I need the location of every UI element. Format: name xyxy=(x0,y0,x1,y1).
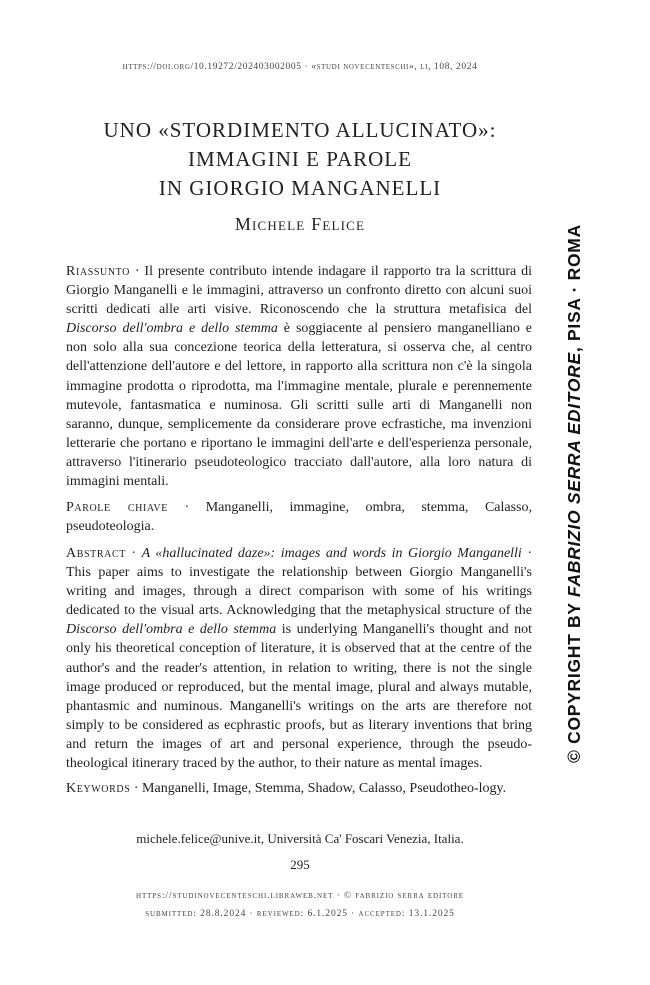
side-copyright-notice xyxy=(562,224,586,763)
footer-dates-line: submitted: 28.8.2024 · reviewed: 6.1.2025 · accepted: 13.1.2025 xyxy=(145,909,455,919)
riassunto-text-2: è soggiacente al pensiero manganelliano e non solo alla sua concezione teorica della letteratura, si osserva che, al centro dell'attenzione dell'autore e del lettore, in rapporto alla scrittura non c'è la singola immagine prodotta o riprodotta, ma l'immagine mentale, plurale e perennemente mutevole, fantasmatica e numinosa. Gli scritti sulle arti di Manganelli non saranno, dunque, semplicemente da considerare prove ecfrastiche, ma invenzioni letterarie che portano e riportano le immagini dell'arte e dell'esperienza personale, attraverso l'itinerario pseudoteologico tracciato dall'autore, alla loro natura di immagini mentali. xyxy=(66,321,532,490)
copyright-part-3: , PISA · ROMA xyxy=(564,224,584,353)
title-line-2: IMMAGINI E PAROLE xyxy=(188,147,412,171)
parole-chiave-label: Parole chiave xyxy=(66,500,168,515)
parole-chiave-separator: · xyxy=(167,500,206,515)
abstract-italic-title: Discorso dell'ombra e dello stemma xyxy=(66,622,277,638)
keywords-label: Keywords xyxy=(66,781,131,796)
title-line-1: UNO «STORDIMENTO ALLUCINATO»: xyxy=(103,118,497,142)
abstract-text-2: is underlying Manganelli's thought and not only his theoretical conception of literature, it is observed that at the centre of the author's and the reader's attention, in relation to writing, there is not the single image produced or reproduced, but the mental image, plural and always mutable, phantasmic and numinous. Manganelli's writings on the arts are therefore not simply to be considered as ecphrastic proofs, but as literary inventions that bring and return the images of art and personal experience, through the pseudo-theological itinerary traced by the author, to their nature as mental images. xyxy=(66,622,532,772)
riassunto-text-1: Il presente contributo intende indagare il rapporto tra la scrittura di Giorgio Manganelli e le immagini, attraverso un confronto diretto con alcuni suoi scritti dedicati alle arti visive. Riconoscendo che la struttura metafisica del xyxy=(66,264,532,318)
page-number: 295 xyxy=(290,857,310,872)
parole-chiave-text: Manganelli, immagine, ombra, stemma, Calasso, pseudoteologia. xyxy=(66,500,533,535)
keywords-text: Manganelli, Image, Stemma, Shadow, Calasso, Pseudotheo-logy. xyxy=(142,781,507,796)
keywords-paragraph xyxy=(66,779,532,798)
parole-chiave-paragraph xyxy=(66,498,532,536)
abstract-english-title: A «hallucinated daze»: images and words in Giorgio Manganelli xyxy=(141,546,522,561)
running-header: https://doi.org/10.19272/202403002005 · «studi novecenteschi», li, 108, 2024 xyxy=(122,62,478,72)
abstract-text-1: This paper aims to investigate the relationship between Giorgio Manganelli's writing and images, through a direct comparison with some of his writings dedicated to the visual arts. Acknowledging that the metaphysical structure of the xyxy=(66,565,532,619)
riassunto-italic-title: Discorso dell'ombra e dello stemma xyxy=(66,321,278,337)
title-line-3: IN GIORGIO MANGANELLI xyxy=(158,176,442,200)
author-name: Michele Felice xyxy=(234,214,366,234)
riassunto-separator: · xyxy=(130,264,145,279)
abstract-separator-2: · xyxy=(521,546,532,561)
footer-publisher-line: https://studinovecenteschi.libraweb.net · © fabrizio serra editore xyxy=(135,891,464,901)
abstract-separator: · xyxy=(125,546,142,561)
riassunto-label: Riassunto xyxy=(66,264,131,279)
article-title xyxy=(0,116,600,203)
abstract-paragraph xyxy=(66,544,532,773)
copyright-publisher: FABRIZIO SERRA EDITORE xyxy=(564,352,584,597)
copyright-part-1: © COPYRIGHT BY xyxy=(564,596,584,763)
riassunto-paragraph xyxy=(66,262,532,491)
keywords-separator: · xyxy=(130,781,143,796)
abstract-label: Abstract xyxy=(66,546,126,561)
author-affiliation: michele.felice@unive.it, Università Ca' Foscari Venezia, Italia. xyxy=(136,831,464,846)
